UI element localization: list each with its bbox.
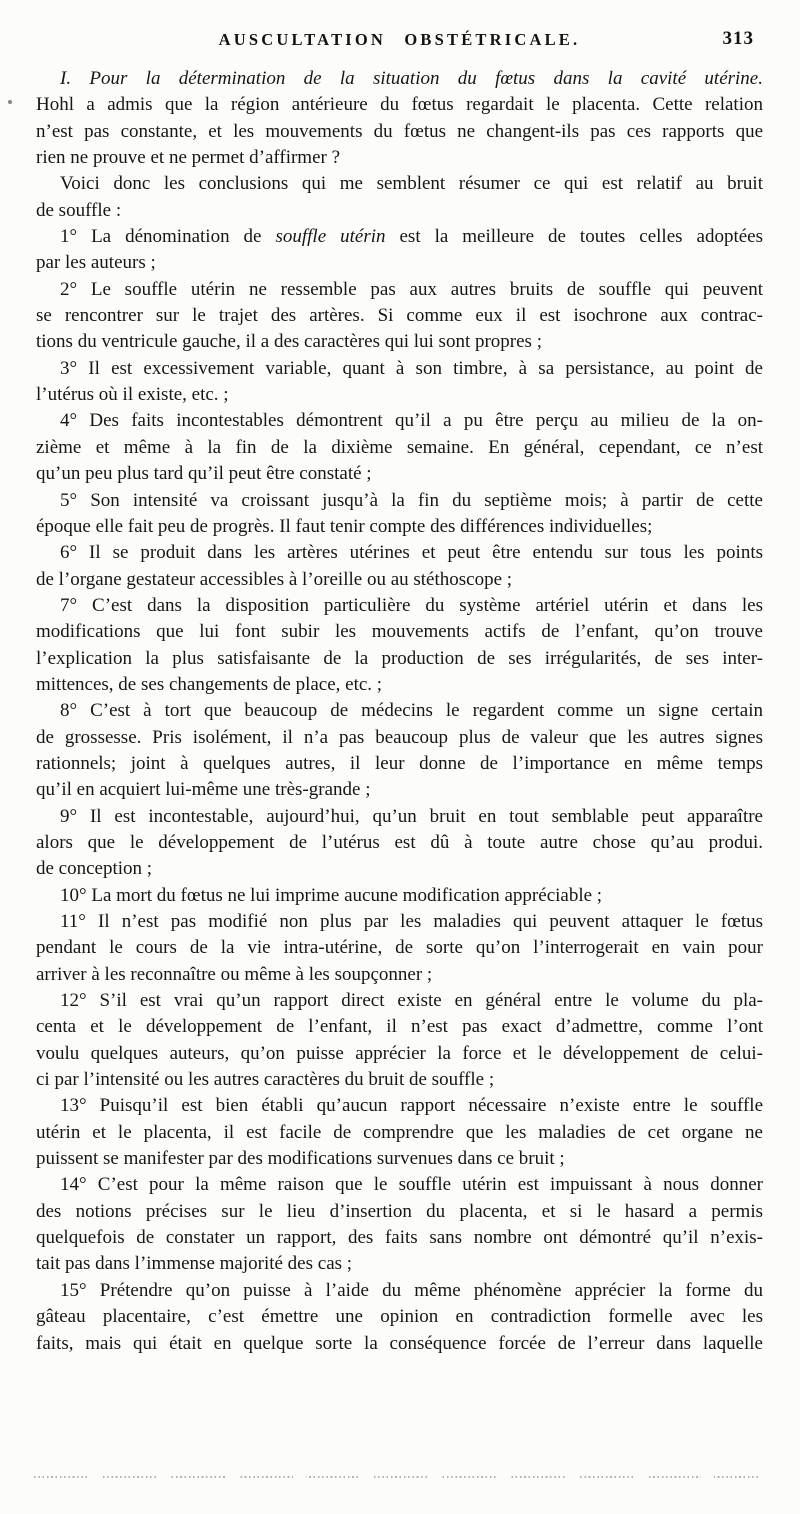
text-line: [36, 461, 763, 487]
body-text: n’est pas constante, et les mouvements du fœtus ne changent-ils pas ces rapports que: [36, 120, 763, 142]
body-text: tait pas dans l’immense majorité des cas ;: [36, 1253, 353, 1275]
body-text: faits, mais qui était en quelque sorte la conséquence forcée de l’erreur dans laquelle: [36, 1332, 763, 1354]
body-text: rationnels; joint à quelques autres, il leur donne de l’importance en même temps: [36, 752, 763, 774]
text-line: [36, 619, 763, 645]
text-line: [36, 646, 763, 672]
dotted-line-artifact: [34, 1476, 758, 1478]
body-text: pendant le cours de la vie intra-utérine, de sorte qu’on l’interrogerait en vain pour: [36, 937, 763, 959]
text-line: [36, 250, 763, 276]
body-text: centa et le développement de l’enfant, il n’est pas exact d’admettre, comme l’ont: [36, 1016, 763, 1038]
running-title: AUSCULTATION OBSTÉTRICALE.: [218, 30, 581, 49]
body-text: puissent se manifester par des modifications survenues dans ce bruit ;: [36, 1148, 565, 1170]
body-text: 11° Il n’est pas modifié non plus par les maladies qui peuvent attaquer le fœtus: [60, 911, 763, 932]
body-text: de conception ;: [36, 858, 153, 880]
text-line: [36, 303, 763, 329]
text-line: [36, 1331, 763, 1357]
text-line: [36, 1146, 763, 1172]
text-line: [36, 725, 763, 751]
text-line: [36, 1120, 763, 1146]
text-line: [36, 830, 763, 856]
body-text: 5° Son intensité va croissant jusqu’à la fin du septième mois; à partir de cette: [60, 489, 763, 511]
text-line: [36, 567, 763, 593]
body-text: 2° Le souffle utérin ne ressemble pas aux autres bruits de souffle qui peuvent: [60, 278, 763, 300]
italic-text: I. Pour la détermination de la situation du fœtus dans la cavité utérine.: [60, 68, 763, 89]
body-text: 14° C’est pour la même raison que le souffle utérin est impuissant à nous donner: [60, 1174, 763, 1196]
text-line: [36, 1041, 763, 1067]
text-line: [36, 435, 763, 461]
body-text: 12° S’il est vrai qu’un rapport direct existe en général entre le volume du pla-: [60, 990, 763, 1012]
margin-dot-artifact: [8, 100, 12, 104]
body-text: alors que le développement de l’utérus est dû à toute autre chose qu’au produi.: [36, 831, 763, 853]
text-line: [36, 66, 763, 92]
body-text: modifications que lui font subir les mouvements actifs de l’enfant, qu’on trouve: [36, 621, 763, 643]
body-text: 3° Il est excessivement variable, quant à son timbre, à sa persistance, au point de: [60, 357, 763, 379]
body-text: 4° Des faits incontestables démontrent qu’il a pu être perçu au milieu de la on-: [60, 410, 763, 432]
text-line: [36, 540, 763, 566]
text-line: [36, 1251, 763, 1277]
text-line: [36, 1093, 763, 1119]
text-line: [36, 1067, 763, 1093]
text-line: [36, 698, 763, 724]
body-text: ci par l’intensité ou les autres caractères du bruit de souffle ;: [36, 1069, 495, 1091]
text-line: [36, 909, 763, 935]
body-text: se rencontrer sur le trajet des artères. Si comme eux il est isochrone aux contrac-: [36, 305, 763, 327]
body-text: l’utérus où il existe, etc. ;: [36, 384, 229, 406]
body-text: 15° Prétendre qu’on puisse à l’aide du même phénomène apprécier la forme du: [60, 1279, 763, 1301]
text-line: [36, 935, 763, 961]
body-text: l’explication la plus satisfaisante de la production de ses irrégularités, de ses inter-: [36, 647, 763, 669]
body-text: 1° La dénomination de: [60, 226, 276, 248]
body-text: qu’il en acquiert lui-même une très-grande ;: [36, 779, 371, 801]
text-line: [36, 751, 763, 777]
body-text: de souffle :: [36, 199, 122, 221]
text-line: [36, 171, 763, 197]
body-text: des notions précises sur le lieu d’insertion du placenta, et si le hasard a permis: [36, 1200, 763, 1222]
body-text: par les auteurs ;: [36, 252, 156, 274]
body-text: mittences, de ses changements de place, etc. ;: [36, 673, 383, 695]
page-number: 313: [722, 28, 754, 49]
body-text: zième et même à la fin de la dixième semaine. En général, cependant, ce n’est: [36, 436, 763, 458]
text-line: [36, 1014, 763, 1040]
body-text: Hohl a admis que la région antérieure du fœtus regardait le placenta. Cette relation: [36, 94, 763, 116]
text-line: [36, 856, 763, 882]
text-line: [36, 329, 763, 355]
body-text: de l’organe gestateur accessibles à l’oreille ou au stéthoscope ;: [36, 568, 513, 590]
text-line: [36, 1199, 763, 1225]
text-line: [36, 119, 763, 145]
body-text: 7° C’est dans la disposition particulière du système artériel utérin et dans les: [60, 594, 763, 616]
body-text: arriver à les reconnaître ou même à les soupçonner ;: [36, 963, 433, 985]
text-block: [36, 66, 763, 1357]
body-text: 6° Il se produit dans les artères utérines et peut être entendu sur tous les points: [60, 542, 763, 564]
text-line: [36, 962, 763, 988]
text-line: [36, 988, 763, 1014]
text-line: [36, 1304, 763, 1330]
text-line: [36, 382, 763, 408]
text-line: [36, 883, 763, 909]
body-text: époque elle fait peu de progrès. Il faut tenir compte des différences individuelles;: [36, 515, 653, 537]
text-line: [36, 672, 763, 698]
body-text: 8° C’est à tort que beaucoup de médecins le regardent comme un signe certain: [60, 700, 763, 722]
body-text: 10° La mort du fœtus ne lui imprime aucune modification appréciable ;: [60, 884, 603, 906]
text-line: [36, 408, 763, 434]
text-line: [36, 1172, 763, 1198]
text-line: [36, 804, 763, 830]
italic-text: souffle utérin: [275, 226, 386, 248]
text-line: [36, 777, 763, 803]
body-text: quelquefois de constater un rapport, des faits sans nombre ont démontré qu’il n’exis-: [36, 1227, 763, 1249]
text-line: [36, 92, 763, 118]
text-line: [36, 356, 763, 382]
text-line: [36, 198, 763, 224]
body-text: qu’un peu plus tard qu’il peut être constaté ;: [36, 463, 372, 485]
text-line: [36, 593, 763, 619]
text-line: [36, 488, 763, 514]
text-line: [36, 145, 763, 171]
text-line: [36, 1225, 763, 1251]
body-text: Voici donc les conclusions qui me semblent résumer ce qui est relatif au bruit: [60, 173, 763, 195]
body-text: voulu quelques auteurs, qu’on puisse apprécier la force et le développement de celui-: [36, 1042, 763, 1064]
text-line: [36, 1278, 763, 1304]
body-text: de grossesse. Pris isolément, il n’a pas beaucoup plus de valeur que les autres signes: [36, 726, 763, 748]
body-text: tions du ventricule gauche, il a des caractères qui lui sont propres ;: [36, 331, 542, 353]
text-line: [36, 277, 763, 303]
body-text: utérin et le placenta, il est facile de comprendre que les maladies de cet organe ne: [36, 1121, 763, 1143]
body-text: rien ne prouve et ne permet d’affirmer ?: [36, 147, 341, 169]
body-text: gâteau placentaire, c’est émettre une opinion en contradiction formelle avec les: [36, 1306, 763, 1328]
body-text: 13° Puisqu’il est bien établi qu’aucun rapport nécessaire n’existe entre le souffle: [60, 1095, 763, 1117]
body-text: est la meilleure de toutes celles adoptées: [385, 226, 763, 248]
body-text: 9° Il est incontestable, aujourd’hui, qu’un bruit en tout semblable peut apparaître: [60, 805, 763, 827]
text-line: [36, 514, 763, 540]
text-line: [36, 224, 763, 250]
